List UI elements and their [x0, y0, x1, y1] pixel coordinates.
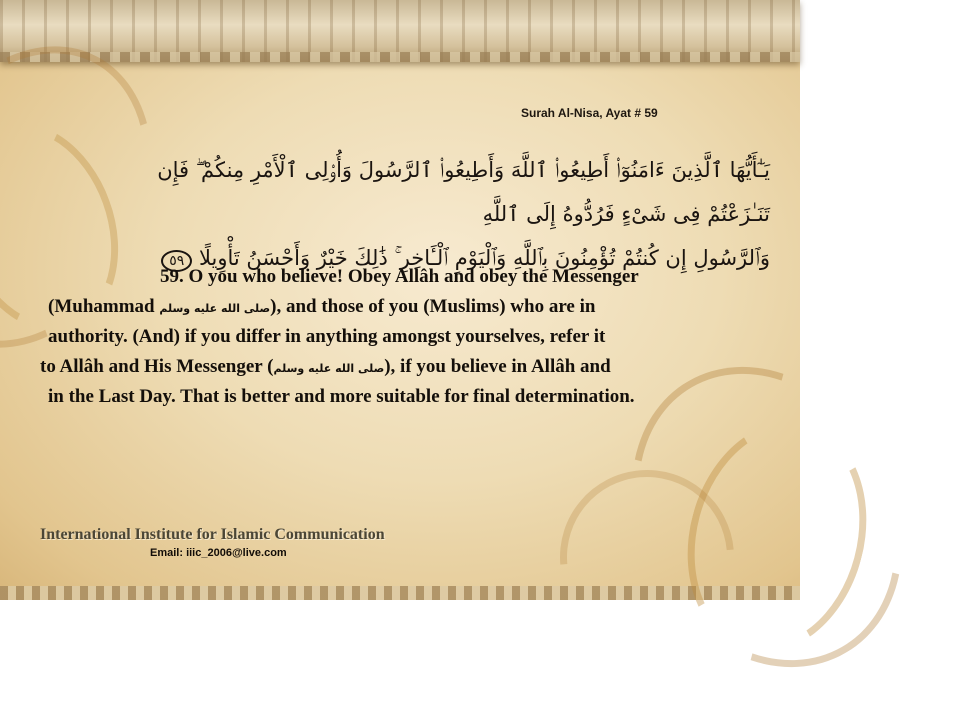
translation-line-2 — [40, 292, 740, 322]
translation-line-3: authority. (And) if you differ in anything amongst yourselves, refer it — [48, 326, 606, 347]
top-border-trim — [0, 52, 800, 62]
salawat-inline-2: صلى الله عليه وسلم — [273, 362, 385, 375]
salawat-inline-1: صلى الله عليه وسلم — [159, 302, 271, 315]
translation-line-2-end: ), and those of you (Muslims) who are in — [270, 296, 596, 317]
english-translation — [40, 262, 740, 412]
arabic-verse — [90, 148, 770, 270]
contact-email: Email: iiic_2006@live.com — [150, 547, 287, 559]
arabic-verse-line-2-text: وَٱلرَّسُولِ إِن كُنتُمْ تُؤْمِنُونَ بِٱللَّهِ وَٱلْيَوْمِ ٱلْـَٔاخِرِ ۚ ذَٰلِكَ خَيْرٌ وَأَحْسَنُ تَأْوِيلًا — [198, 246, 770, 270]
translation-line-4-start: to Allâh and His Messenger ( — [40, 356, 274, 377]
surah-reference: Surah Al-Nisa, Ayat # 59 — [521, 106, 658, 120]
translation-line-1 — [40, 262, 740, 292]
institute-name: International Institute for Islamic Communication — [40, 526, 385, 543]
translation-line-5: in the Last Day. That is better and more suitable for final determination. — [48, 386, 635, 407]
translation-line-4-end: ), if you believe in Allâh and — [384, 356, 611, 377]
translation-line-1-text: O you who believe! Obey Allâh and obey the Messenger — [183, 266, 639, 287]
verse-number-marker: ٥٩ — [161, 250, 192, 272]
translation-line-2-start: (Muhammad — [48, 296, 160, 317]
arabic-verse-line-1: يَـٰٓأَيُّهَا ٱلَّذِينَ ءَامَنُوٓا۟ أَطِيعُوا۟ ٱللَّهَ وَأَطِيعُوا۟ ٱلرَّسُولَ وَأُو۟لِى ٱلْأَمْرِ مِنكُمْ ۖ فَإِن تَنَـٰزَعْتُمْ فِى شَىْءٍ فَرُدُّوهُ إِلَى ٱللَّهِ — [157, 158, 770, 226]
verse-number: 59. — [160, 266, 184, 287]
translation-line-4 — [40, 352, 740, 382]
